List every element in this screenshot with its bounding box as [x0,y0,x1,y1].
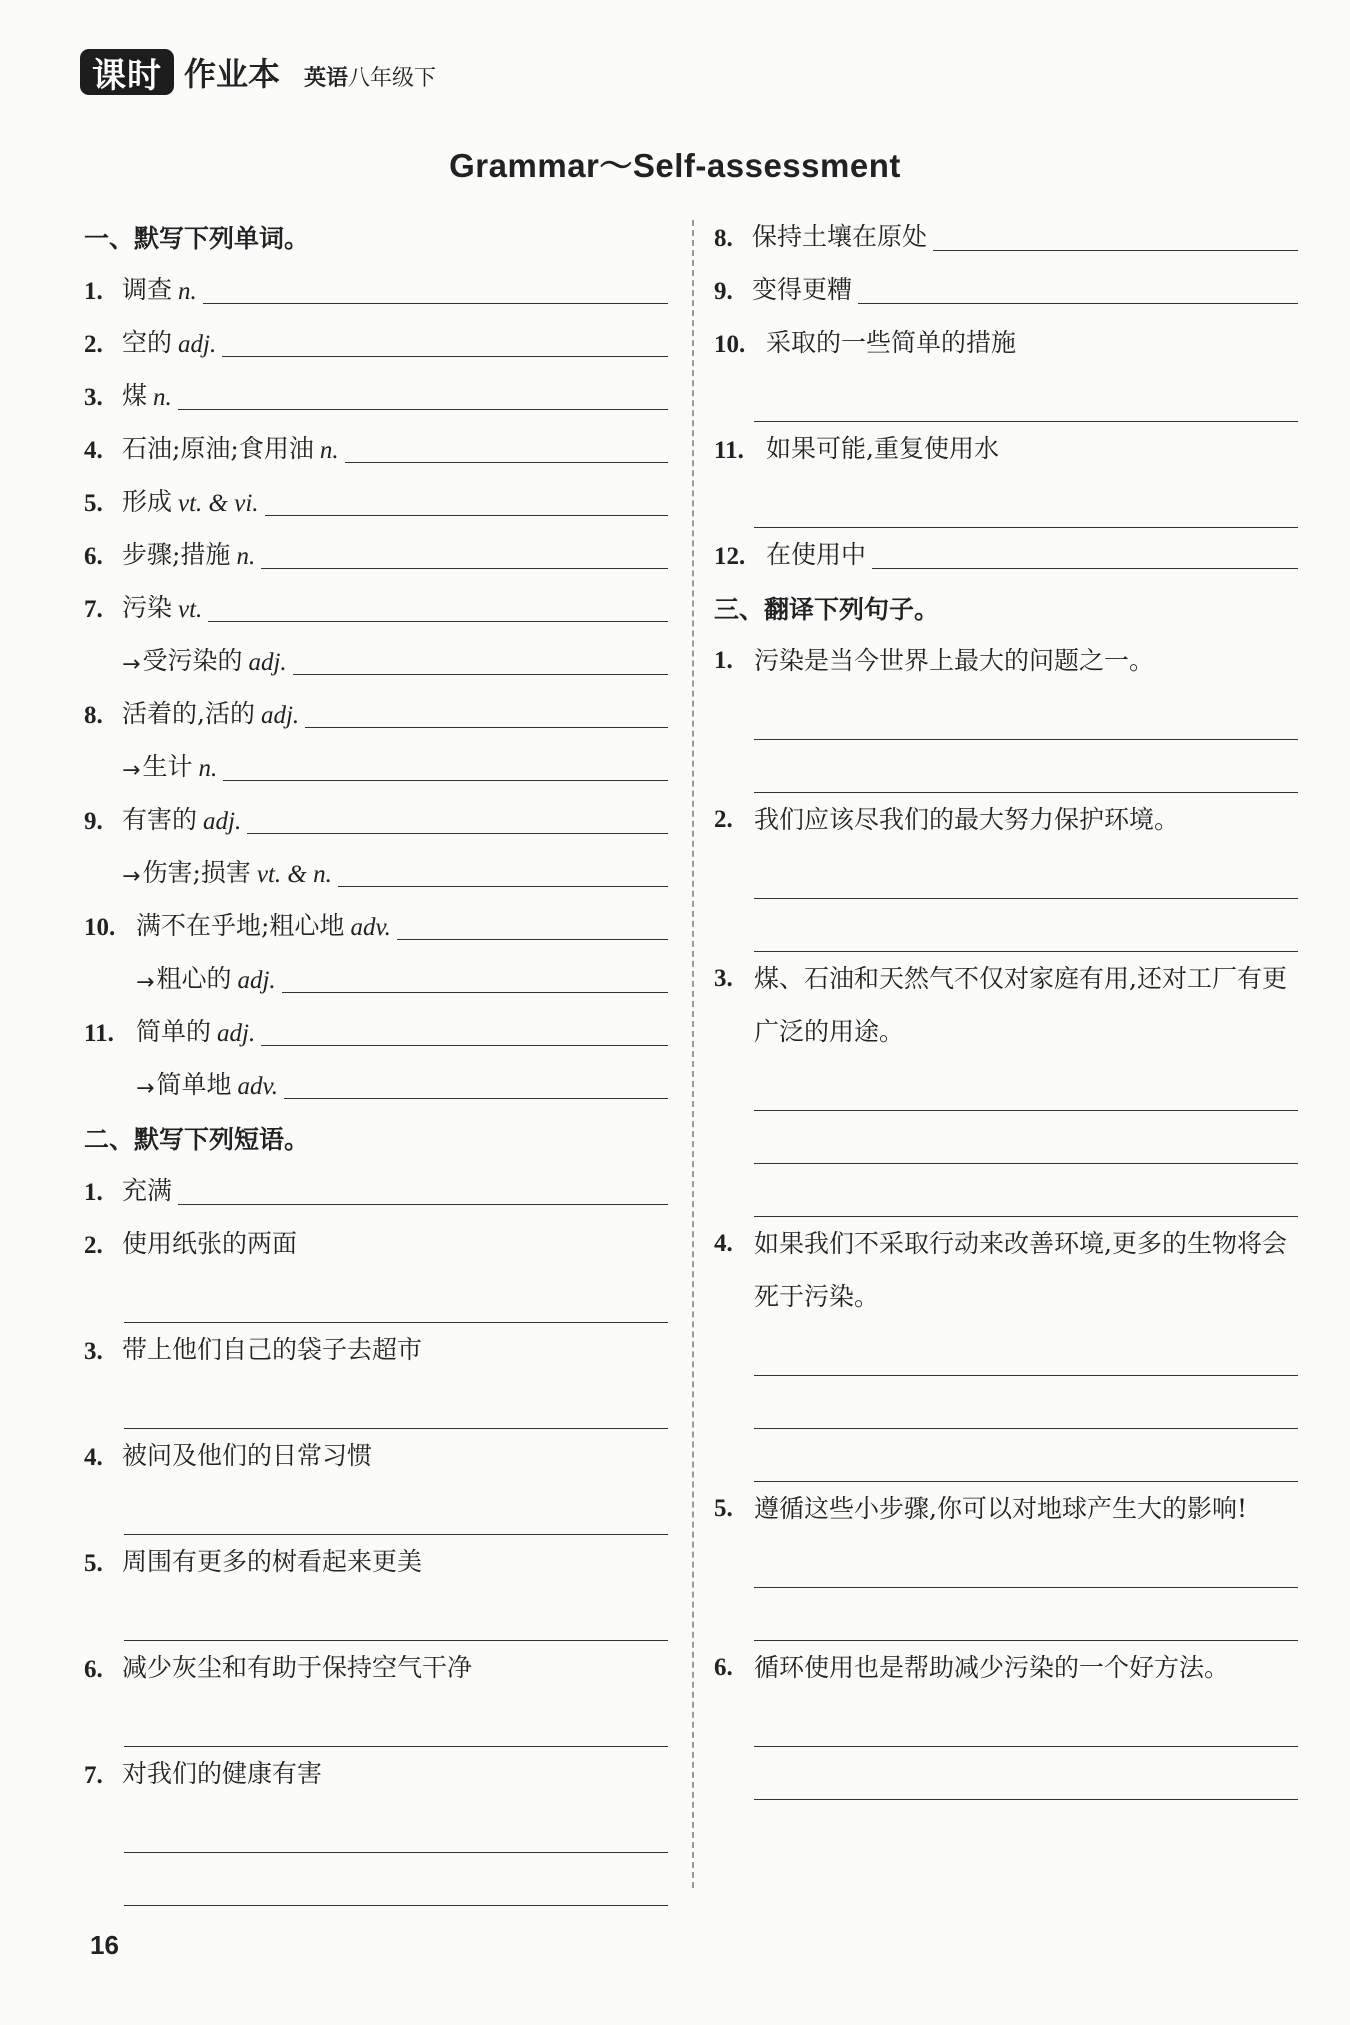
item-text: 石油;原油;食用油 [122,434,314,463]
answer-line[interactable] [754,1164,1298,1217]
answer-blank[interactable] [338,886,668,887]
item-pos: adj. [237,967,276,994]
series-logo: 课时 [80,49,174,95]
item-pos: n. [198,755,218,782]
answer-line[interactable] [754,1588,1298,1641]
item-number: 1. [84,278,103,305]
answer-line[interactable] [754,1376,1298,1429]
left-column [84,210,668,1906]
item-number: 1. [714,647,733,674]
item-pos: adj. [178,331,217,358]
item-number: 6. [84,543,103,570]
item-text: 使用纸张的两面 [122,1229,298,1258]
phrase-item [714,528,1298,581]
item-number: 5. [714,1495,733,1522]
item-text: 煤、石油和天然气不仅对家庭有用,还对工厂有更广泛的用途。 [754,964,1287,1046]
answer-line[interactable] [754,1058,1298,1111]
right-column [714,210,1298,1800]
phrase-item [84,1641,668,1694]
item-text: 有害的 [122,805,198,834]
answer-blank[interactable] [345,462,668,463]
word-derivative-item [84,952,668,1005]
item-number: 10. [714,331,746,358]
answer-blank[interactable] [261,568,668,569]
page-header [80,44,436,100]
item-text: 简单地 [156,1070,232,1099]
answer-blank[interactable] [282,992,668,993]
item-number: 5. [84,490,103,517]
page-number: 16 [90,1930,119,1960]
arrow-icon: → [122,652,141,677]
answer-blank[interactable] [247,833,668,834]
answer-blank[interactable] [858,303,1298,304]
sentence-item [714,952,1298,1058]
arrow-icon: → [136,970,155,995]
answer-blank[interactable] [284,1098,668,1099]
answer-line[interactable] [124,1853,668,1906]
item-number: 9. [714,278,733,305]
answer-blank[interactable] [223,780,668,781]
item-text: 煤 [122,381,148,410]
answer-line[interactable] [754,687,1298,740]
sentence-item [714,793,1298,846]
item-number: 2. [84,331,103,358]
item-number: 7. [84,596,103,623]
answer-line[interactable] [754,740,1298,793]
item-text: 减少灰尘和有助于保持空气干净 [122,1653,473,1682]
item-number: 8. [84,702,103,729]
item-text: 在使用中 [766,540,867,569]
item-text: 充满 [122,1176,173,1205]
book-info [304,61,436,92]
word-item [84,687,668,740]
section2-heading: 二、默写下列短语。 [84,1124,310,1154]
item-number: 5. [84,1550,103,1577]
item-number: 4. [84,1444,103,1471]
arrow-icon: → [122,864,141,889]
answer-line[interactable] [124,1588,668,1641]
item-text: 对我们的健康有害 [122,1759,323,1788]
answer-blank[interactable] [261,1045,668,1046]
answer-line[interactable] [754,1429,1298,1482]
sentence-item [714,1217,1298,1323]
item-text: 满不在乎地;粗心地 [136,911,345,940]
item-text: 活着的,活的 [122,699,255,728]
item-number: 3. [84,384,103,411]
item-number: 12. [714,543,746,570]
item-text: 受污染的 [142,646,243,675]
item-number: 3. [84,1338,103,1365]
arrow-icon: → [122,758,141,783]
phrase-item [84,1164,668,1217]
item-pos: adj. [248,649,287,676]
item-text: 遵循这些小步骤,你可以对地球产生大的影响! [754,1494,1247,1523]
answer-blank[interactable] [208,621,668,622]
item-pos: n. [178,278,197,305]
item-pos: adv. [350,914,391,941]
answer-blank[interactable] [872,568,1298,569]
answer-line[interactable] [754,1694,1298,1747]
answer-blank[interactable] [222,356,668,357]
phrase-item [714,263,1298,316]
answer-blank[interactable] [293,674,668,675]
series-brand: 作业本 [184,55,281,93]
sentence-item [714,634,1298,687]
item-pos: n. [236,543,256,570]
item-text: 变得更糟 [752,275,853,304]
sentence-item [714,1482,1298,1535]
item-text: 简单的 [136,1017,212,1046]
word-item [84,422,668,475]
item-pos: adj. [203,808,242,835]
answer-line[interactable] [754,1323,1298,1376]
answer-line[interactable] [754,846,1298,899]
word-item [84,316,668,369]
item-number: 4. [714,1230,733,1257]
phrase-item [714,422,1298,475]
column-divider [692,220,694,1888]
book-grade: 八年级下 [348,65,437,91]
sentence-item [714,1641,1298,1694]
arrow-icon: → [136,1076,155,1101]
item-number: 6. [714,1654,733,1681]
answer-blank[interactable] [203,303,668,304]
item-number: 6. [84,1656,103,1683]
item-pos: adv. [237,1073,278,1100]
word-item [84,899,668,952]
item-number: 3. [714,965,733,992]
word-derivative-item [84,634,668,687]
item-number: 10. [84,914,116,941]
word-item [84,1005,668,1058]
answer-blank[interactable] [178,409,668,410]
answer-line[interactable] [124,1376,668,1429]
word-item [84,528,668,581]
phrase-item [84,1323,668,1376]
item-pos: vt. & n. [256,861,332,888]
answer-line[interactable] [754,369,1298,422]
item-text: 带上他们自己的袋子去超市 [122,1335,423,1364]
answer-line[interactable] [754,475,1298,528]
item-text: 形成 [122,487,173,516]
word-item [84,793,668,846]
item-number: 9. [84,808,103,835]
item-text: 污染 [122,593,173,622]
item-text: 如果我们不采取行动来改善环境,更多的生物将会死于污染。 [754,1229,1287,1311]
answer-blank[interactable] [178,1204,668,1205]
word-derivative-item [84,740,668,793]
word-item [84,475,668,528]
item-number: 7. [84,1762,103,1789]
item-text: 循环使用也是帮助减少污染的一个好方法。 [754,1653,1230,1682]
item-text: 采取的一些简单的措施 [766,328,1017,357]
book-subject: 英语 [304,65,349,91]
item-number: 2. [84,1232,103,1259]
answer-blank[interactable] [933,250,1298,251]
phrase-item [714,210,1298,263]
word-item [84,581,668,634]
item-text: 空的 [122,328,173,357]
answer-line[interactable] [124,1270,668,1323]
answer-line[interactable] [124,1694,668,1747]
phrase-item [84,1535,668,1588]
item-text: 周围有更多的树看起来更美 [122,1547,423,1576]
answer-line[interactable] [124,1482,668,1535]
answer-blank[interactable] [397,939,668,940]
item-number: 11. [714,437,744,464]
phrase-item [714,316,1298,369]
item-text: 如果可能,重复使用水 [766,434,999,463]
item-pos: vt. & vi. [178,490,259,517]
answer-line[interactable] [124,1800,668,1853]
item-pos: adj. [217,1020,256,1047]
word-item [84,369,668,422]
phrase-item [84,1217,668,1270]
word-item [84,263,668,316]
answer-blank[interactable] [265,515,668,516]
item-number: 11. [84,1020,114,1047]
phrase-item [84,1429,668,1482]
phrase-item [84,1747,668,1800]
item-text: 污染是当今世界上最大的问题之一。 [754,646,1155,675]
word-derivative-item [84,1058,668,1111]
item-pos: adj. [260,702,300,729]
item-text: 调查 [122,275,173,304]
item-text: 被问及他们的日常习惯 [122,1441,373,1470]
item-text: 粗心的 [156,964,232,993]
item-text: 我们应该尽我们的最大努力保护环境。 [754,805,1180,834]
item-number: 2. [714,806,733,833]
item-pos: n. [153,384,172,411]
section3-heading: 三、翻译下列句子。 [714,594,940,624]
answer-blank[interactable] [305,727,668,728]
item-text: 伤害;损害 [142,858,251,887]
item-text: 保持土壤在原处 [752,222,928,251]
item-text: 生计 [142,752,193,781]
section1-heading: 一、默写下列单词。 [84,223,310,253]
answer-line[interactable] [754,1111,1298,1164]
answer-line[interactable] [754,899,1298,952]
item-number: 1. [84,1179,103,1206]
item-text: 步骤;措施 [122,540,231,569]
word-derivative-item [84,846,668,899]
page-title: Grammar～Self-assessment [449,147,901,184]
item-pos: vt. [178,596,203,623]
item-number: 4. [84,437,103,464]
item-number: 8. [714,225,733,252]
item-pos: n. [319,437,339,464]
answer-line[interactable] [754,1747,1298,1800]
answer-line[interactable] [754,1535,1298,1588]
